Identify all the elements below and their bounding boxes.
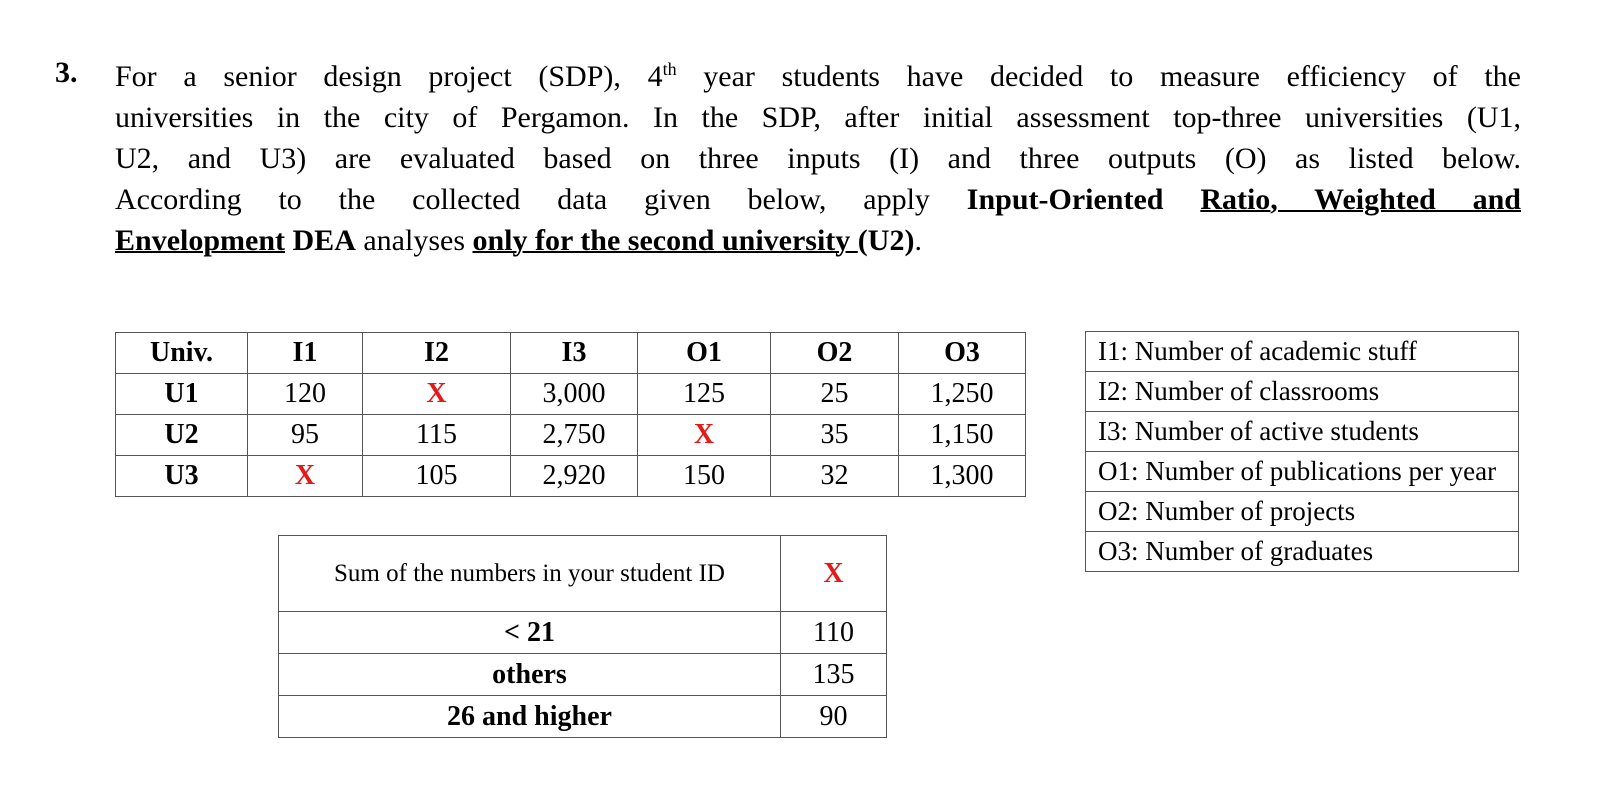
table-cell: 150 xyxy=(638,456,771,497)
column-header: I2 xyxy=(363,333,511,374)
range-label: 26 and higher xyxy=(279,696,781,738)
variable-legend xyxy=(1085,331,1519,572)
table-cell: 115 xyxy=(363,415,511,456)
table-cell: 2,750 xyxy=(511,415,638,456)
legend-item: I2: Number of classrooms xyxy=(1086,372,1519,412)
legend-item: I1: Number of academic stuff xyxy=(1086,332,1519,372)
table-cell: 95 xyxy=(248,415,363,456)
legend-item: O1: Number of publications per year xyxy=(1086,452,1519,492)
row-label: U2 xyxy=(116,415,248,456)
legend-item: O2: Number of projects xyxy=(1086,492,1519,532)
column-header: I3 xyxy=(511,333,638,374)
table-cell: 105 xyxy=(363,456,511,497)
table-row xyxy=(279,696,887,738)
range-label: others xyxy=(279,654,781,696)
x-value: 110 xyxy=(781,612,887,654)
legend-row xyxy=(1086,372,1519,412)
bold-text: Input-Oriented xyxy=(966,183,1201,216)
range-label: < 21 xyxy=(279,612,781,654)
legend-row xyxy=(1086,332,1519,372)
bold-text: DEA xyxy=(285,224,356,257)
bold-underlined-text: Envelopment xyxy=(115,224,286,257)
legend-row xyxy=(1086,412,1519,452)
row-label: U3 xyxy=(116,456,248,497)
question-line-4 xyxy=(115,179,1521,220)
student-id-x-table xyxy=(278,535,887,738)
table-cell: 35 xyxy=(771,415,899,456)
table-header-row xyxy=(116,333,1026,374)
question-line-1 xyxy=(115,56,1521,97)
legend-row xyxy=(1086,452,1519,492)
legend-item: O3: Number of graduates xyxy=(1086,532,1519,572)
legend-row xyxy=(1086,532,1519,572)
column-header: Univ. xyxy=(116,333,248,374)
table-row xyxy=(279,612,887,654)
column-header: O1 xyxy=(638,333,771,374)
table-row xyxy=(116,374,1026,415)
x-value: 90 xyxy=(781,696,887,738)
header-value: X xyxy=(781,536,887,612)
question-number: 3. xyxy=(55,56,78,89)
table-row xyxy=(116,415,1026,456)
table-row xyxy=(116,456,1026,497)
table-header-row xyxy=(279,536,887,612)
table-row xyxy=(279,654,887,696)
column-header: I1 xyxy=(248,333,363,374)
table-cell: 3,000 xyxy=(511,374,638,415)
text: According to the collected data given below, apply xyxy=(115,183,967,216)
legend-item: I3: Number of active students xyxy=(1086,412,1519,452)
bold-underlined-text: only for the second university xyxy=(472,224,858,257)
x-value: 135 xyxy=(781,654,887,696)
table-cell: X xyxy=(248,456,363,497)
table-cell: 25 xyxy=(771,374,899,415)
table-cell: 1,300 xyxy=(899,456,1026,497)
text: year students have decided to measure efficiency of the xyxy=(676,60,1521,93)
table-cell: 32 xyxy=(771,456,899,497)
question-line-3: U2, and U3) are evaluated based on three inputs (I) and three outputs (O) as listed below. xyxy=(115,142,1521,175)
row-label: U1 xyxy=(116,374,248,415)
bold-text: (U2) xyxy=(857,224,915,257)
question-line-5 xyxy=(115,220,1521,261)
text: . xyxy=(914,224,922,257)
university-data-table xyxy=(115,332,1026,497)
table-cell: 1,250 xyxy=(899,374,1026,415)
table-cell: X xyxy=(638,415,771,456)
question-text xyxy=(115,56,1521,261)
table-cell: 120 xyxy=(248,374,363,415)
legend-row xyxy=(1086,492,1519,532)
table-cell: X xyxy=(363,374,511,415)
header-label: Sum of the numbers in your student ID xyxy=(279,536,781,612)
table-cell: 2,920 xyxy=(511,456,638,497)
table-cell: 125 xyxy=(638,374,771,415)
text: analyses xyxy=(355,224,473,257)
column-header: O2 xyxy=(771,333,899,374)
question-line-2: universities in the city of Pergamon. In the SDP, after initial assessment top-three universities (U1, xyxy=(115,101,1521,134)
table-cell: 1,150 xyxy=(899,415,1026,456)
column-header: O3 xyxy=(899,333,1026,374)
bold-underlined-text: Ratio, Weighted and xyxy=(1200,183,1521,216)
superscript: th xyxy=(662,59,677,79)
text: For a senior design project (SDP), 4 xyxy=(115,60,663,93)
